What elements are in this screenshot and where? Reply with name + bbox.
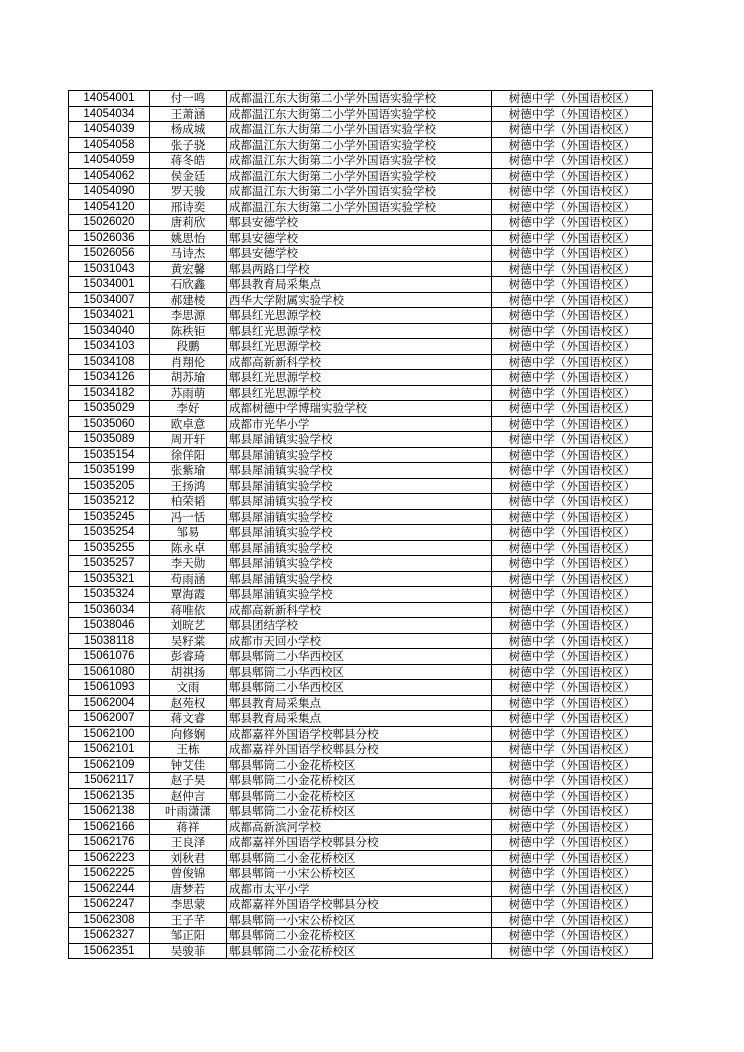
table-row <box>69 137 653 153</box>
table-row <box>69 881 653 897</box>
destination-cell: 树德中学（外国语校区） <box>492 277 653 293</box>
student-name-cell: 姚思怡 <box>150 230 227 246</box>
table-row <box>69 432 653 448</box>
student-name-cell: 胡祺扬 <box>150 664 227 680</box>
destination-cell: 树德中学（外国语校区） <box>492 835 653 851</box>
destination-cell: 树德中学（外国语校区） <box>492 928 653 944</box>
school-cell: 郫县犀浦镇实验学校 <box>227 494 492 510</box>
destination-cell: 树德中学（外国语校区） <box>492 556 653 572</box>
student-name-cell: 段鹏 <box>150 339 227 355</box>
student-name-cell: 王良泽 <box>150 835 227 851</box>
destination-cell: 树德中学（外国语校区） <box>492 633 653 649</box>
student-id-cell: 14054058 <box>69 137 150 153</box>
table-row <box>69 587 653 603</box>
destination-cell: 树德中学（外国语校区） <box>492 695 653 711</box>
student-id-cell: 15034182 <box>69 385 150 401</box>
student-id-cell: 14054034 <box>69 106 150 122</box>
destination-cell: 树德中学（外国语校区） <box>492 742 653 758</box>
school-cell: 成都温江东大街第二小学外国语实验学校 <box>227 137 492 153</box>
student-id-cell: 15061093 <box>69 680 150 696</box>
school-cell: 郫县郫筒二小金花桥校区 <box>227 804 492 820</box>
student-id-cell: 14054090 <box>69 184 150 200</box>
student-id-cell: 15035205 <box>69 478 150 494</box>
school-cell: 西华大学附属实验学校 <box>227 292 492 308</box>
destination-cell: 树德中学（外国语校区） <box>492 726 653 742</box>
table-row <box>69 509 653 525</box>
student-id-cell: 15026020 <box>69 215 150 231</box>
table-row <box>69 153 653 169</box>
student-name-cell: 张紫瑜 <box>150 463 227 479</box>
destination-cell: 树德中学（外国语校区） <box>492 168 653 184</box>
table-row <box>69 602 653 618</box>
school-cell: 成都嘉祥外国语学校郫县分校 <box>227 726 492 742</box>
school-cell: 郫县犀浦镇实验学校 <box>227 447 492 463</box>
school-cell: 成都嘉祥外国语学校郫县分校 <box>227 742 492 758</box>
student-name-cell: 周开轩 <box>150 432 227 448</box>
student-name-cell: 蒋文睿 <box>150 711 227 727</box>
school-cell: 成都市太平小学 <box>227 881 492 897</box>
school-cell: 成都嘉祥外国语学校郫县分校 <box>227 897 492 913</box>
student-name-cell: 石欣鑫 <box>150 277 227 293</box>
destination-cell: 树德中学（外国语校区） <box>492 897 653 913</box>
student-name-cell: 苟雨涵 <box>150 571 227 587</box>
school-cell: 郫县安德学校 <box>227 246 492 262</box>
student-name-cell: 徐佯阳 <box>150 447 227 463</box>
table-row <box>69 354 653 370</box>
destination-cell: 树德中学（外国语校区） <box>492 711 653 727</box>
student-id-cell: 15062117 <box>69 773 150 789</box>
destination-cell: 树德中学（外国语校区） <box>492 664 653 680</box>
student-name-cell: 刘晥艺 <box>150 618 227 634</box>
school-cell: 郫县红光思源学校 <box>227 370 492 386</box>
table-row <box>69 463 653 479</box>
student-id-cell: 14054001 <box>69 91 150 107</box>
student-name-cell: 彭睿琦 <box>150 649 227 665</box>
student-name-cell: 叶雨潇潇 <box>150 804 227 820</box>
destination-cell: 树德中学（外国语校区） <box>492 91 653 107</box>
table-row <box>69 370 653 386</box>
student-id-cell: 15062244 <box>69 881 150 897</box>
student-name-cell: 唐梦若 <box>150 881 227 897</box>
student-id-cell: 15034103 <box>69 339 150 355</box>
destination-cell: 树德中学（外国语校区） <box>492 401 653 417</box>
destination-cell: 树德中学（外国语校区） <box>492 339 653 355</box>
destination-cell: 树德中学（外国语校区） <box>492 943 653 959</box>
destination-cell: 树德中学（外国语校区） <box>492 757 653 773</box>
table-row <box>69 618 653 634</box>
student-name-cell: 邹正阳 <box>150 928 227 944</box>
student-id-cell: 14054059 <box>69 153 150 169</box>
table-row <box>69 168 653 184</box>
student-name-cell: 柏荣韬 <box>150 494 227 510</box>
school-cell: 郫县郫筒二小金花桥校区 <box>227 788 492 804</box>
destination-cell: 树德中学（外国语校区） <box>492 463 653 479</box>
table-row <box>69 835 653 851</box>
student-id-cell: 15035154 <box>69 447 150 463</box>
school-cell: 郫县犀浦镇实验学校 <box>227 509 492 525</box>
table-row <box>69 261 653 277</box>
table-row <box>69 850 653 866</box>
destination-cell: 树德中学（外国语校区） <box>492 494 653 510</box>
student-name-cell: 付一鸣 <box>150 91 227 107</box>
school-cell: 郫县犀浦镇实验学校 <box>227 587 492 603</box>
student-name-cell: 蒋祥 <box>150 819 227 835</box>
table-row <box>69 447 653 463</box>
destination-cell: 树德中学（外国语校区） <box>492 850 653 866</box>
school-cell: 郫县教育局采集点 <box>227 277 492 293</box>
student-id-cell: 15038046 <box>69 618 150 634</box>
student-id-cell: 15062247 <box>69 897 150 913</box>
school-cell: 郫县团结学校 <box>227 618 492 634</box>
school-cell: 郫县郫筒二小华西校区 <box>227 680 492 696</box>
table-row <box>69 556 653 572</box>
table-row <box>69 106 653 122</box>
student-name-cell: 杨成城 <box>150 122 227 138</box>
student-name-cell: 李思源 <box>150 308 227 324</box>
student-name-cell: 王扬鸿 <box>150 478 227 494</box>
student-id-cell: 14054062 <box>69 168 150 184</box>
student-name-cell: 蒋冬皓 <box>150 153 227 169</box>
student-id-cell: 15034007 <box>69 292 150 308</box>
table-row <box>69 525 653 541</box>
school-cell: 成都温江东大街第二小学外国语实验学校 <box>227 106 492 122</box>
student-name-cell: 罗天骏 <box>150 184 227 200</box>
student-name-cell: 欧卓意 <box>150 416 227 432</box>
table-row <box>69 664 653 680</box>
student-id-cell: 15034040 <box>69 323 150 339</box>
student-id-cell: 14054039 <box>69 122 150 138</box>
table-row <box>69 246 653 262</box>
school-cell: 郫县两路口学校 <box>227 261 492 277</box>
destination-cell: 树德中学（外国语校区） <box>492 153 653 169</box>
destination-cell: 树德中学（外国语校区） <box>492 292 653 308</box>
table-row <box>69 711 653 727</box>
table-row <box>69 478 653 494</box>
student-name-cell: 刘秋君 <box>150 850 227 866</box>
table-row <box>69 292 653 308</box>
school-cell: 郫县郫筒一小宋公桥校区 <box>227 912 492 928</box>
destination-cell: 树德中学（外国语校区） <box>492 788 653 804</box>
student-id-cell: 15034126 <box>69 370 150 386</box>
school-cell: 郫县犀浦镇实验学校 <box>227 432 492 448</box>
destination-cell: 树德中学（外国语校区） <box>492 680 653 696</box>
student-id-cell: 15026056 <box>69 246 150 262</box>
school-cell: 成都温江东大街第二小学外国语实验学校 <box>227 153 492 169</box>
student-name-cell: 唐莉欣 <box>150 215 227 231</box>
student-id-cell: 15036034 <box>69 602 150 618</box>
school-cell: 郫县犀浦镇实验学校 <box>227 525 492 541</box>
destination-cell: 树德中学（外国语校区） <box>492 199 653 215</box>
student-name-cell: 黄宏馨 <box>150 261 227 277</box>
student-name-cell: 赵子昊 <box>150 773 227 789</box>
student-id-cell: 15062223 <box>69 850 150 866</box>
school-cell: 郫县郫筒二小金花桥校区 <box>227 757 492 773</box>
destination-cell: 树德中学（外国语校区） <box>492 184 653 200</box>
destination-cell: 树德中学（外国语校区） <box>492 261 653 277</box>
student-id-cell: 15062225 <box>69 866 150 882</box>
table-row <box>69 199 653 215</box>
school-cell: 郫县红光思源学校 <box>227 308 492 324</box>
student-name-cell: 侯金廷 <box>150 168 227 184</box>
school-cell: 郫县犀浦镇实验学校 <box>227 540 492 556</box>
student-id-cell: 15035089 <box>69 432 150 448</box>
admission-table-body <box>69 91 653 959</box>
student-name-cell: 钟艾佳 <box>150 757 227 773</box>
table-row <box>69 571 653 587</box>
school-cell: 成都温江东大街第二小学外国语实验学校 <box>227 122 492 138</box>
school-cell: 成都温江东大街第二小学外国语实验学校 <box>227 184 492 200</box>
table-row <box>69 773 653 789</box>
student-id-cell: 15062004 <box>69 695 150 711</box>
student-id-cell: 15062101 <box>69 742 150 758</box>
student-name-cell: 邹易 <box>150 525 227 541</box>
destination-cell: 树德中学（外国语校区） <box>492 137 653 153</box>
table-row <box>69 401 653 417</box>
destination-cell: 树德中学（外国语校区） <box>492 866 653 882</box>
student-id-cell: 15035321 <box>69 571 150 587</box>
table-row <box>69 184 653 200</box>
destination-cell: 树德中学（外国语校区） <box>492 215 653 231</box>
student-name-cell: 张子骁 <box>150 137 227 153</box>
student-name-cell: 冯一恬 <box>150 509 227 525</box>
student-id-cell: 15062138 <box>69 804 150 820</box>
student-name-cell: 曾俊锦 <box>150 866 227 882</box>
destination-cell: 树德中学（外国语校区） <box>492 540 653 556</box>
school-cell: 郫县郫筒二小金花桥校区 <box>227 928 492 944</box>
table-row <box>69 680 653 696</box>
school-cell: 郫县郫筒二小金花桥校区 <box>227 773 492 789</box>
destination-cell: 树德中学（外国语校区） <box>492 447 653 463</box>
table-row <box>69 494 653 510</box>
destination-cell: 树德中学（外国语校区） <box>492 323 653 339</box>
admission-table <box>68 90 653 959</box>
student-name-cell: 赵苑权 <box>150 695 227 711</box>
destination-cell: 树德中学（外国语校区） <box>492 509 653 525</box>
student-id-cell: 14054120 <box>69 199 150 215</box>
destination-cell: 树德中学（外国语校区） <box>492 649 653 665</box>
table-row <box>69 230 653 246</box>
table-row <box>69 649 653 665</box>
school-cell: 成都高新滨河学校 <box>227 819 492 835</box>
student-name-cell: 王子芊 <box>150 912 227 928</box>
destination-cell: 树德中学（外国语校区） <box>492 106 653 122</box>
school-cell: 郫县红光思源学校 <box>227 385 492 401</box>
student-name-cell: 赵仲言 <box>150 788 227 804</box>
student-name-cell: 李思蒙 <box>150 897 227 913</box>
student-id-cell: 15062351 <box>69 943 150 959</box>
table-row <box>69 943 653 959</box>
destination-cell: 树德中学（外国语校区） <box>492 230 653 246</box>
school-cell: 成都温江东大街第二小学外国语实验学校 <box>227 199 492 215</box>
table-row <box>69 385 653 401</box>
student-id-cell: 15062109 <box>69 757 150 773</box>
school-cell: 郫县红光思源学校 <box>227 339 492 355</box>
school-cell: 成都温江东大街第二小学外国语实验学校 <box>227 168 492 184</box>
school-cell: 郫县郫筒二小金花桥校区 <box>227 943 492 959</box>
student-id-cell: 15035029 <box>69 401 150 417</box>
table-row <box>69 416 653 432</box>
table-row <box>69 277 653 293</box>
student-name-cell: 胡苏瑜 <box>150 370 227 386</box>
destination-cell: 树德中学（外国语校区） <box>492 587 653 603</box>
destination-cell: 树德中学（外国语校区） <box>492 308 653 324</box>
school-cell: 郫县犀浦镇实验学校 <box>227 556 492 572</box>
destination-cell: 树德中学（外国语校区） <box>492 804 653 820</box>
table-row <box>69 866 653 882</box>
student-id-cell: 15035060 <box>69 416 150 432</box>
student-name-cell: 邢诗奕 <box>150 199 227 215</box>
table-row <box>69 788 653 804</box>
student-id-cell: 15034108 <box>69 354 150 370</box>
student-name-cell: 陈永卓 <box>150 540 227 556</box>
school-cell: 郫县郫筒二小华西校区 <box>227 649 492 665</box>
destination-cell: 树德中学（外国语校区） <box>492 416 653 432</box>
student-name-cell: 向修娴 <box>150 726 227 742</box>
student-id-cell: 15038118 <box>69 633 150 649</box>
destination-cell: 树德中学（外国语校区） <box>492 773 653 789</box>
destination-cell: 树德中学（外国语校区） <box>492 571 653 587</box>
destination-cell: 树德中学（外国语校区） <box>492 246 653 262</box>
destination-cell: 树德中学（外国语校区） <box>492 354 653 370</box>
student-id-cell: 15031043 <box>69 261 150 277</box>
destination-cell: 树德中学（外国语校区） <box>492 478 653 494</box>
student-id-cell: 15026036 <box>69 230 150 246</box>
table-row <box>69 695 653 711</box>
destination-cell: 树德中学（外国语校区） <box>492 370 653 386</box>
student-name-cell: 陈秩钜 <box>150 323 227 339</box>
table-row <box>69 540 653 556</box>
school-cell: 郫县教育局采集点 <box>227 695 492 711</box>
student-id-cell: 15034001 <box>69 277 150 293</box>
student-name-cell: 吴骏菲 <box>150 943 227 959</box>
student-id-cell: 15062327 <box>69 928 150 944</box>
school-cell: 成都嘉祥外国语学校郫县分校 <box>227 835 492 851</box>
student-name-cell: 覃海霞 <box>150 587 227 603</box>
destination-cell: 树德中学（外国语校区） <box>492 881 653 897</box>
table-row <box>69 122 653 138</box>
school-cell: 成都温江东大街第二小学外国语实验学校 <box>227 91 492 107</box>
school-cell: 郫县安德学校 <box>227 230 492 246</box>
student-name-cell: 王萧涵 <box>150 106 227 122</box>
student-id-cell: 15062166 <box>69 819 150 835</box>
table-row <box>69 897 653 913</box>
school-cell: 成都市光华小学 <box>227 416 492 432</box>
table-row <box>69 819 653 835</box>
destination-cell: 树德中学（外国语校区） <box>492 432 653 448</box>
destination-cell: 树德中学（外国语校区） <box>492 122 653 138</box>
student-name-cell: 李好 <box>150 401 227 417</box>
student-name-cell: 郝建棱 <box>150 292 227 308</box>
student-id-cell: 15062135 <box>69 788 150 804</box>
school-cell: 成都高新新科学校 <box>227 602 492 618</box>
student-id-cell: 15061076 <box>69 649 150 665</box>
destination-cell: 树德中学（外国语校区） <box>492 385 653 401</box>
school-cell: 郫县教育局采集点 <box>227 711 492 727</box>
school-cell: 郫县犀浦镇实验学校 <box>227 571 492 587</box>
student-id-cell: 15062007 <box>69 711 150 727</box>
school-cell: 成都市天回小学校 <box>227 633 492 649</box>
student-id-cell: 15035257 <box>69 556 150 572</box>
student-name-cell: 苏雨萌 <box>150 385 227 401</box>
school-cell: 郫县红光思源学校 <box>227 323 492 339</box>
table-row <box>69 339 653 355</box>
table-row <box>69 91 653 107</box>
table-row <box>69 308 653 324</box>
table-row <box>69 742 653 758</box>
student-id-cell: 15035245 <box>69 509 150 525</box>
student-id-cell: 15035255 <box>69 540 150 556</box>
school-cell: 郫县犀浦镇实验学校 <box>227 478 492 494</box>
table-row <box>69 323 653 339</box>
student-id-cell: 15034021 <box>69 308 150 324</box>
table-row <box>69 912 653 928</box>
student-name-cell: 王栋 <box>150 742 227 758</box>
destination-cell: 树德中学（外国语校区） <box>492 525 653 541</box>
student-id-cell: 15035199 <box>69 463 150 479</box>
student-name-cell: 肖翔伦 <box>150 354 227 370</box>
destination-cell: 树德中学（外国语校区） <box>492 819 653 835</box>
student-id-cell: 15035254 <box>69 525 150 541</box>
destination-cell: 树德中学（外国语校区） <box>492 618 653 634</box>
school-cell: 郫县郫筒二小金花桥校区 <box>227 850 492 866</box>
table-row <box>69 757 653 773</box>
school-cell: 郫县犀浦镇实验学校 <box>227 463 492 479</box>
destination-cell: 树德中学（外国语校区） <box>492 602 653 618</box>
student-name-cell: 吴籽棠 <box>150 633 227 649</box>
table-row <box>69 633 653 649</box>
school-cell: 成都树德中学博瑞实验学校 <box>227 401 492 417</box>
student-id-cell: 15062308 <box>69 912 150 928</box>
table-row <box>69 928 653 944</box>
student-name-cell: 李天勋 <box>150 556 227 572</box>
student-id-cell: 15062100 <box>69 726 150 742</box>
student-id-cell: 15035324 <box>69 587 150 603</box>
school-cell: 成都高新新科学校 <box>227 354 492 370</box>
destination-cell: 树德中学（外国语校区） <box>492 912 653 928</box>
student-name-cell: 文雨 <box>150 680 227 696</box>
student-id-cell: 15061080 <box>69 664 150 680</box>
school-cell: 郫县郫筒二小华西校区 <box>227 664 492 680</box>
table-row <box>69 726 653 742</box>
school-cell: 郫县郫筒一小宋公桥校区 <box>227 866 492 882</box>
table-row <box>69 215 653 231</box>
student-name-cell: 蒋唯依 <box>150 602 227 618</box>
student-id-cell: 15062176 <box>69 835 150 851</box>
student-name-cell: 马诗杰 <box>150 246 227 262</box>
table-row <box>69 804 653 820</box>
school-cell: 郫县安德学校 <box>227 215 492 231</box>
student-id-cell: 15035212 <box>69 494 150 510</box>
